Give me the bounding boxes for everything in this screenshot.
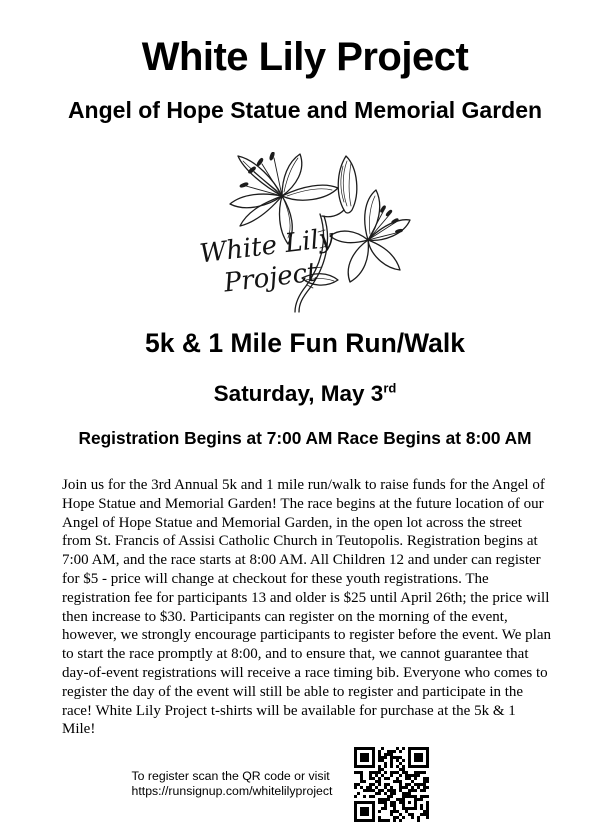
register-note-line1: To register scan the QR code or visit: [131, 769, 330, 784]
event-date: [0, 380, 610, 408]
event-date-text: Saturday, May 3: [213, 381, 384, 406]
register-note: [132, 769, 333, 799]
schedule-line: Registration Begins at 7:00 AM Race Begins at 8:00 AM: [78, 428, 532, 448]
lily-logo: [194, 152, 416, 318]
qr-code: [352, 745, 430, 823]
register-url: https://runsignup.com/whitelilyproject: [131, 784, 333, 799]
event-headline: 5k & 1 Mile Fun Run/Walk: [144, 328, 465, 358]
lily-illustration: [194, 152, 416, 318]
event-date-ordinal: rd: [383, 380, 397, 396]
page-title: White Lily Project: [141, 35, 469, 79]
logo-script-line1: White Lily: [198, 223, 336, 270]
footer: [132, 745, 431, 823]
event-description: Join us for the 3rd Annual 5k and 1 mile run/walk to raise funds for the Angel of Hope Statue and Memorial Garden! The race begins at the future location of our Angel of Hope Statue and Memorial Garden, in the open lot across the street from St. Francis of Assisi Catholic Church in Teutopolis. Registration begins at 7:00 AM, and the race starts at 8:00 AM. All Children 12 and under can register for $5 - price will change at checkout for these youth registrations. The registration fee for participants 13 and older is $25 until April 26th; the price will then increase to $30. Participants can register on the morning of the event, however, we strongly encourage participants to register before the event. We plan to start the race promptly at 8:00, and to ensure that, we cannot guarantee that day-of-event registrations will receive a race timing bib. Everyone who comes to register the day of the event will still be able to register and participate in the race! White Lily Project t-shirts will be available for purchase at the 5k & 1 Mile!: [62, 477, 551, 738]
page-subtitle: Angel of Hope Statue and Memorial Garden: [67, 97, 543, 123]
logo-script-line2: Project: [222, 257, 320, 299]
